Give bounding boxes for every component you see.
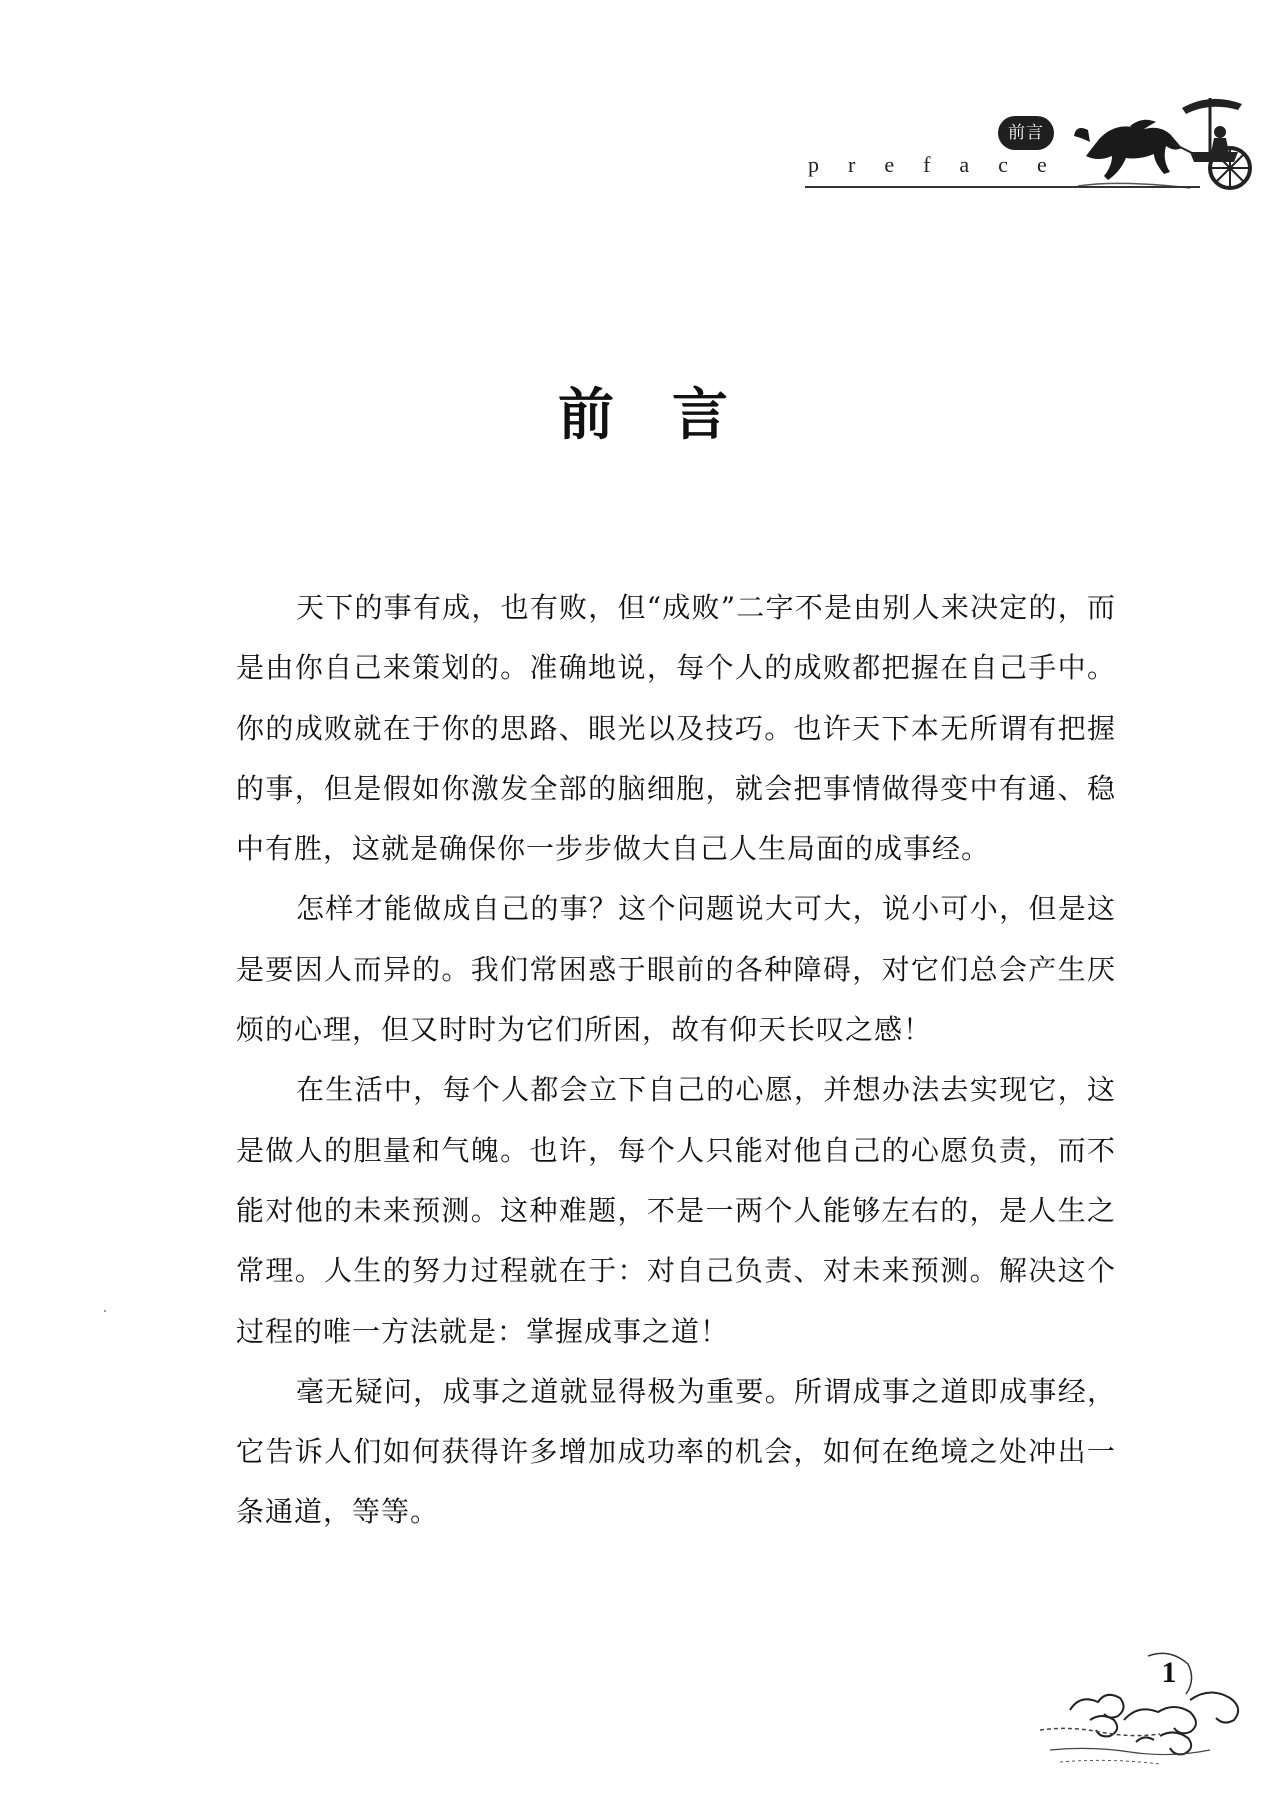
- running-title: preface: [808, 152, 1076, 177]
- section-badge: 前言: [998, 116, 1054, 150]
- paragraph-4: 毫无疑问，成事之道就显得极为重要。所谓成事之道即成事经，它告诉人们如何获得许多增加成功率的机会，如何在绝境之处冲出一条通道，等等。: [236, 1374, 1116, 1529]
- page-title: 前言: [558, 382, 786, 448]
- paragraph-2: 怎样才能做成自己的事？这个问题说大可大，说小可小，但是这是要因人而异的。我们常困惑于眼前的各种障碍，对它们总会产生厌烦的心理，但又时时为它们所困，故有仰天长叹之感！: [236, 892, 1116, 1047]
- running-header: [0, 0, 1286, 200]
- page-number: 1: [1161, 1656, 1177, 1689]
- paragraph-1: 天下的事有成，也有败，但“成败”二字不是由别人来决定的，而是由你自己来策划的。准确地说，每个人的成败都把握在自己手中。你的成败就在于你的思路、眼光以及技巧。也许天下本无所谓有把握的事，但是假如你激发全部的脑细胞，就会把事情做得变中有通、稳中有胜，这就是确保你一步步做大自己人生局面的成事经。: [236, 591, 1116, 866]
- body-text: [236, 578, 1116, 1543]
- paragraph-3: 在生活中，每个人都会立下自己的心愿，并想办法去实现它，这是做人的胆量和气魄。也许，每个人只能对他自己的心愿负责，而不能对他的未来预测。这种难题，不是一两个人能够左右的，是人生之常理。人生的努力过程就在于：对自己负责、对未来预测。解决这个过程的唯一方法就是：掌握成事之道！: [236, 1073, 1116, 1348]
- horse-chariot-icon: [1070, 86, 1260, 194]
- scan-speck: [104, 1310, 106, 1312]
- header-divider: [805, 186, 1200, 188]
